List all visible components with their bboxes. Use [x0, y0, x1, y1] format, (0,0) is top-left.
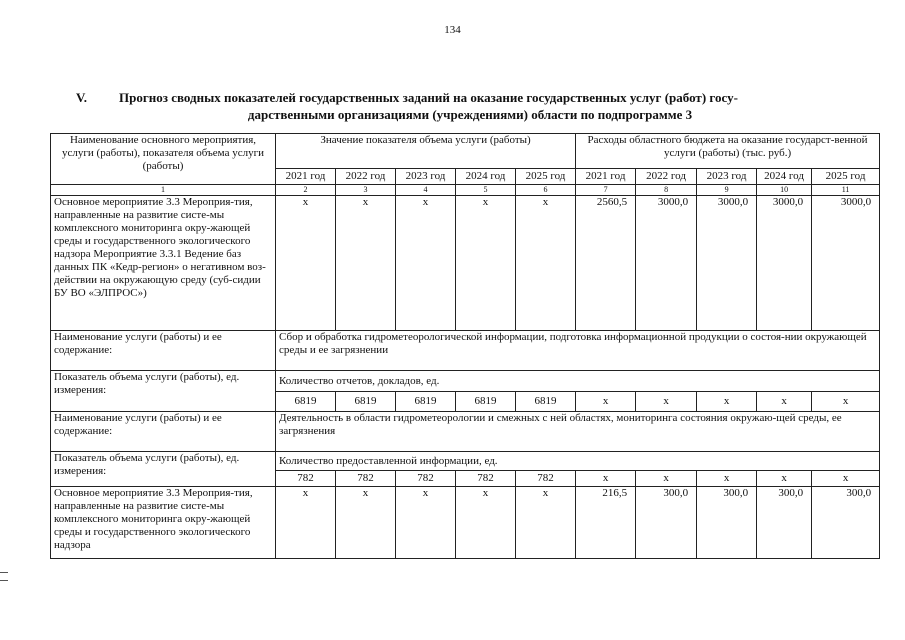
- indicator-row-2: [51, 452, 880, 471]
- table-cell: x: [636, 471, 697, 487]
- service-row-1: [51, 331, 880, 371]
- column-number: 9: [697, 185, 757, 196]
- table-cell: 3000,0: [636, 196, 697, 331]
- service-description: Деятельность в области гидрометеорологии и смежных с ней областях, мониторинга состояния окружаю-щей среды, ее загрязнения: [276, 412, 880, 452]
- table-cell: 782: [396, 471, 456, 487]
- table-cell: 6819: [456, 392, 516, 412]
- table-cell: 3000,0: [697, 196, 757, 331]
- service-label: Наименование услуги (работы) и ее содержание:: [51, 331, 276, 371]
- table-cell: 782: [336, 471, 396, 487]
- table-cell: x: [576, 471, 636, 487]
- table-cell: x: [396, 196, 456, 331]
- table-cell: x: [812, 392, 880, 412]
- header-year: 2024 год: [456, 169, 516, 185]
- activity-description: Основное мероприятие 3.3 Мероприя-тия, направленные на развитие систе-мы комплексного мониторинга окру-жающей среды и государственного экологического надзора: [51, 487, 276, 559]
- table-cell: x: [697, 392, 757, 412]
- table-cell: 2560,5: [576, 196, 636, 331]
- table-cell: x: [456, 487, 516, 559]
- table-cell: 6819: [516, 392, 576, 412]
- column-number: 10: [757, 185, 812, 196]
- table-cell: 216,5: [576, 487, 636, 559]
- header-volume-group: Значение показателя объема услуги (работы): [276, 134, 576, 169]
- table-cell: 300,0: [697, 487, 757, 559]
- table-cell: x: [456, 196, 516, 331]
- page-number: 134: [444, 24, 461, 36]
- column-number: 4: [396, 185, 456, 196]
- service-description: Сбор и обработка гидрометеорологической информации, подготовка информационной продукции о состоя-нии окружающей среды и ее загрязнении: [276, 331, 880, 371]
- column-number: 3: [336, 185, 396, 196]
- table-cell: x: [757, 392, 812, 412]
- service-label: Наименование услуги (работы) и ее содержание:: [51, 412, 276, 452]
- header-year: 2022 год: [636, 169, 697, 185]
- table-cell: x: [516, 487, 576, 559]
- header-year: 2025 год: [812, 169, 880, 185]
- header-year: 2022 год: [336, 169, 396, 185]
- column-number: 8: [636, 185, 697, 196]
- table-cell: x: [812, 471, 880, 487]
- table-cell: x: [636, 392, 697, 412]
- indicator-description: Количество предоставленной информации, ед.: [276, 452, 880, 471]
- forecast-table: [50, 133, 880, 559]
- table-cell: 300,0: [636, 487, 697, 559]
- table-cell: x: [336, 487, 396, 559]
- table-cell: 300,0: [757, 487, 812, 559]
- indicator-label: Показатель объема услуги (работы), ед. измерения:: [51, 452, 276, 487]
- table-cell: x: [276, 487, 336, 559]
- table-cell: x: [697, 471, 757, 487]
- header-name-column: Наименование основного мероприятия, услуги (работы), показателя объема услуги (работы): [51, 134, 276, 185]
- section-title-line1: Прогноз сводных показателей государственных заданий на оказание государственных услуг (работ) госу-: [119, 90, 738, 105]
- table-cell: 782: [276, 471, 336, 487]
- header-year: 2025 год: [516, 169, 576, 185]
- indicator-row-1: [51, 371, 880, 392]
- table-cell: 782: [456, 471, 516, 487]
- service-row-2: [51, 412, 880, 452]
- header-year: 2024 год: [757, 169, 812, 185]
- scan-margin-mark: [0, 580, 8, 581]
- table-cell: 3000,0: [757, 196, 812, 331]
- column-number: 1: [51, 185, 276, 196]
- section-number: V.: [76, 90, 87, 105]
- table-cell: x: [336, 196, 396, 331]
- column-numbers-row: [51, 185, 880, 196]
- table-cell: 6819: [276, 392, 336, 412]
- table-cell: 300,0: [812, 487, 880, 559]
- column-number: 2: [276, 185, 336, 196]
- column-number: 5: [456, 185, 516, 196]
- indicator-label: Показатель объема услуги (работы), ед. измерения:: [51, 371, 276, 412]
- activity-row-2: [51, 487, 880, 559]
- table-cell: x: [576, 392, 636, 412]
- column-number: 6: [516, 185, 576, 196]
- table-cell: 3000,0: [812, 196, 880, 331]
- column-number: 7: [576, 185, 636, 196]
- table-cell: x: [276, 196, 336, 331]
- table-cell: x: [757, 471, 812, 487]
- section-title-line2: дарственными организациями (учреждениями) области по подпрограмме 3: [247, 107, 693, 122]
- scan-margin-mark: [0, 572, 8, 573]
- header-year: 2023 год: [396, 169, 456, 185]
- header-year: 2021 год: [576, 169, 636, 185]
- table-cell: x: [396, 487, 456, 559]
- table-cell: 6819: [336, 392, 396, 412]
- indicator-description: Количество отчетов, докладов, ед.: [276, 371, 880, 392]
- header-year: 2023 год: [697, 169, 757, 185]
- table-cell: x: [516, 196, 576, 331]
- activity-description: Основное мероприятие 3.3 Мероприя-тия, направленные на развитие систе-мы комплексного мониторинга окру-жающей среды и государственного экологического надзора Мероприятие 3.3.1 Ведение баз данных ПК «Кедр-регион» о негативном воз-действии на окружающую среду (суб-сидии БУ ВО «ЭЛПРОС»): [51, 196, 276, 331]
- header-expense-group: Расходы областного бюджета на оказание государст-венной услуги (работы) (тыс. руб.): [576, 134, 880, 169]
- table-cell: 6819: [396, 392, 456, 412]
- table-cell: 782: [516, 471, 576, 487]
- activity-row-1: [51, 196, 880, 331]
- column-number: 11: [812, 185, 880, 196]
- header-year: 2021 год: [276, 169, 336, 185]
